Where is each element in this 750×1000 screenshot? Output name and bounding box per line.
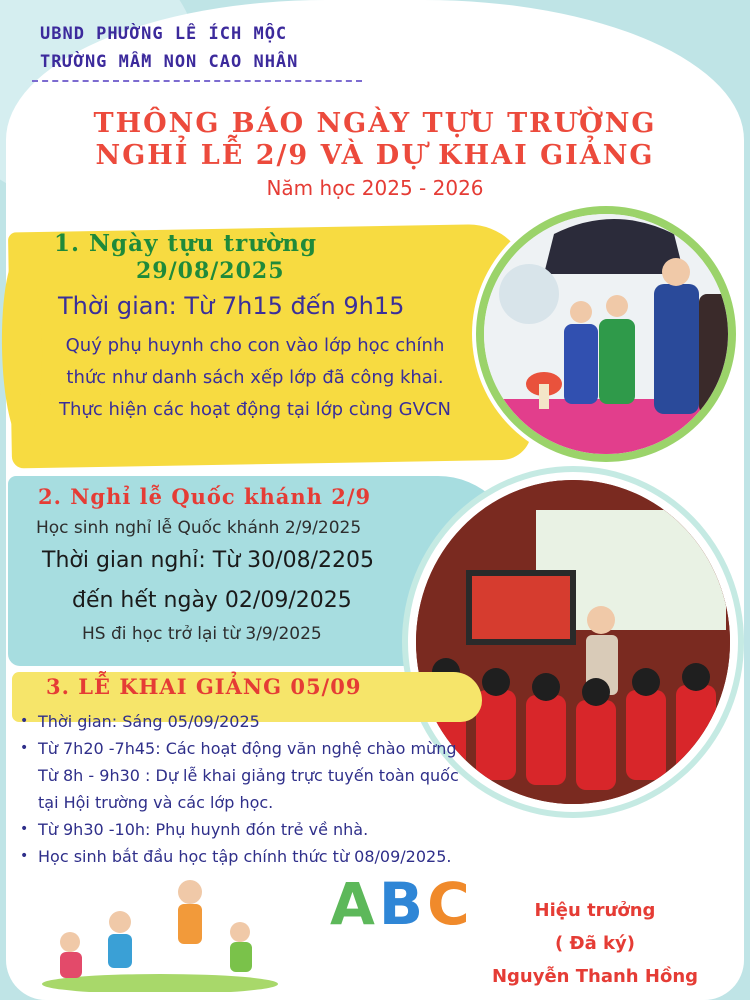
bullet-icon: • [20, 821, 29, 837]
signer-role: Hiệu trưởng [534, 900, 656, 921]
list-item-continuation: Từ 8h - 9h30 : Dự lễ khai giảng trực tuyến toàn quốc [38, 766, 459, 785]
list-item [20, 708, 620, 735]
section-2-line-4: HS đi học trở lại từ 3/9/2025 [82, 624, 322, 644]
list-item-text: Từ 9h30 -10h: Phụ huynh đón trẻ về nhà. [38, 820, 369, 839]
signature-block [480, 894, 710, 993]
photo-children-performance [476, 206, 736, 462]
bullet-icon: • [20, 713, 29, 729]
signed-note: ( Đã ký) [555, 933, 635, 954]
section-1-line: thức như danh sách xếp lớp đã công khai. [66, 367, 444, 388]
bullet-icon: • [20, 848, 29, 864]
section-2-heading: 2. Nghỉ lễ Quốc khánh 2/9 [38, 484, 372, 509]
list-item-text: Thời gian: Sáng 05/09/2025 [38, 712, 260, 731]
bullet-icon: • [20, 740, 29, 756]
section-1-line: Quý phụ huynh cho con vào lớp học chính [65, 335, 445, 356]
list-item [20, 843, 620, 870]
section-1-heading: 1. Ngày tựu trường [54, 230, 318, 257]
header-divider [32, 80, 362, 82]
notice-title-line-1: THÔNG BÁO NGÀY TỰU TRƯỜNG [93, 108, 657, 139]
list-item-continuation: tại Hội trường và các lớp học. [38, 793, 274, 812]
section-2-line-3: đến hết ngày 02/09/2025 [72, 588, 352, 613]
list-item [20, 816, 620, 843]
letter-c: C [427, 870, 470, 938]
section-2-line-2: Thời gian nghỉ: Từ 30/08/2205 [42, 548, 374, 573]
list-item-text: Học sinh bắt đầu học tập chính thức từ 08/09/2025. [38, 847, 452, 866]
letter-b: B [378, 870, 424, 938]
section-1-time: Thời gian: Từ 7h15 đến 9h15 [58, 292, 405, 320]
section-2-line-1: Học sinh nghỉ lễ Quốc khánh 2/9/2025 [36, 518, 362, 538]
letter-a: A [330, 870, 375, 938]
abc-letters-decoration [330, 870, 474, 938]
list-item [20, 735, 620, 762]
section-3-heading: 3. LỄ KHAI GIẢNG 05/09 [46, 674, 362, 699]
children-playing-illustration [40, 872, 280, 992]
school-year: Năm học 2025 - 2026 [266, 176, 484, 200]
school-line-1: UBND PHƯỜNG LÊ ÍCH MỘC [40, 24, 288, 44]
performance-photo-illustration [484, 214, 728, 454]
school-line-2: TRƯỜNG MẦM NON CAO NHÂN [40, 52, 299, 72]
list-item-text: Từ 7h20 -7h45: Các hoạt động văn nghệ chào mừng [38, 739, 457, 758]
section-1-date: 29/08/2025 [136, 258, 285, 284]
school-header [40, 20, 298, 76]
section-1-line: Thực hiện các hoạt động tại lớp cùng GVCN [59, 399, 451, 420]
section-3-list [20, 708, 620, 870]
section-1-description [20, 330, 490, 426]
signer-name: Nguyễn Thanh Hồng [491, 966, 699, 987]
notice-title-line-2: NGHỈ LỄ 2/9 VÀ DỰ KHAI GIẢNG [95, 140, 655, 171]
